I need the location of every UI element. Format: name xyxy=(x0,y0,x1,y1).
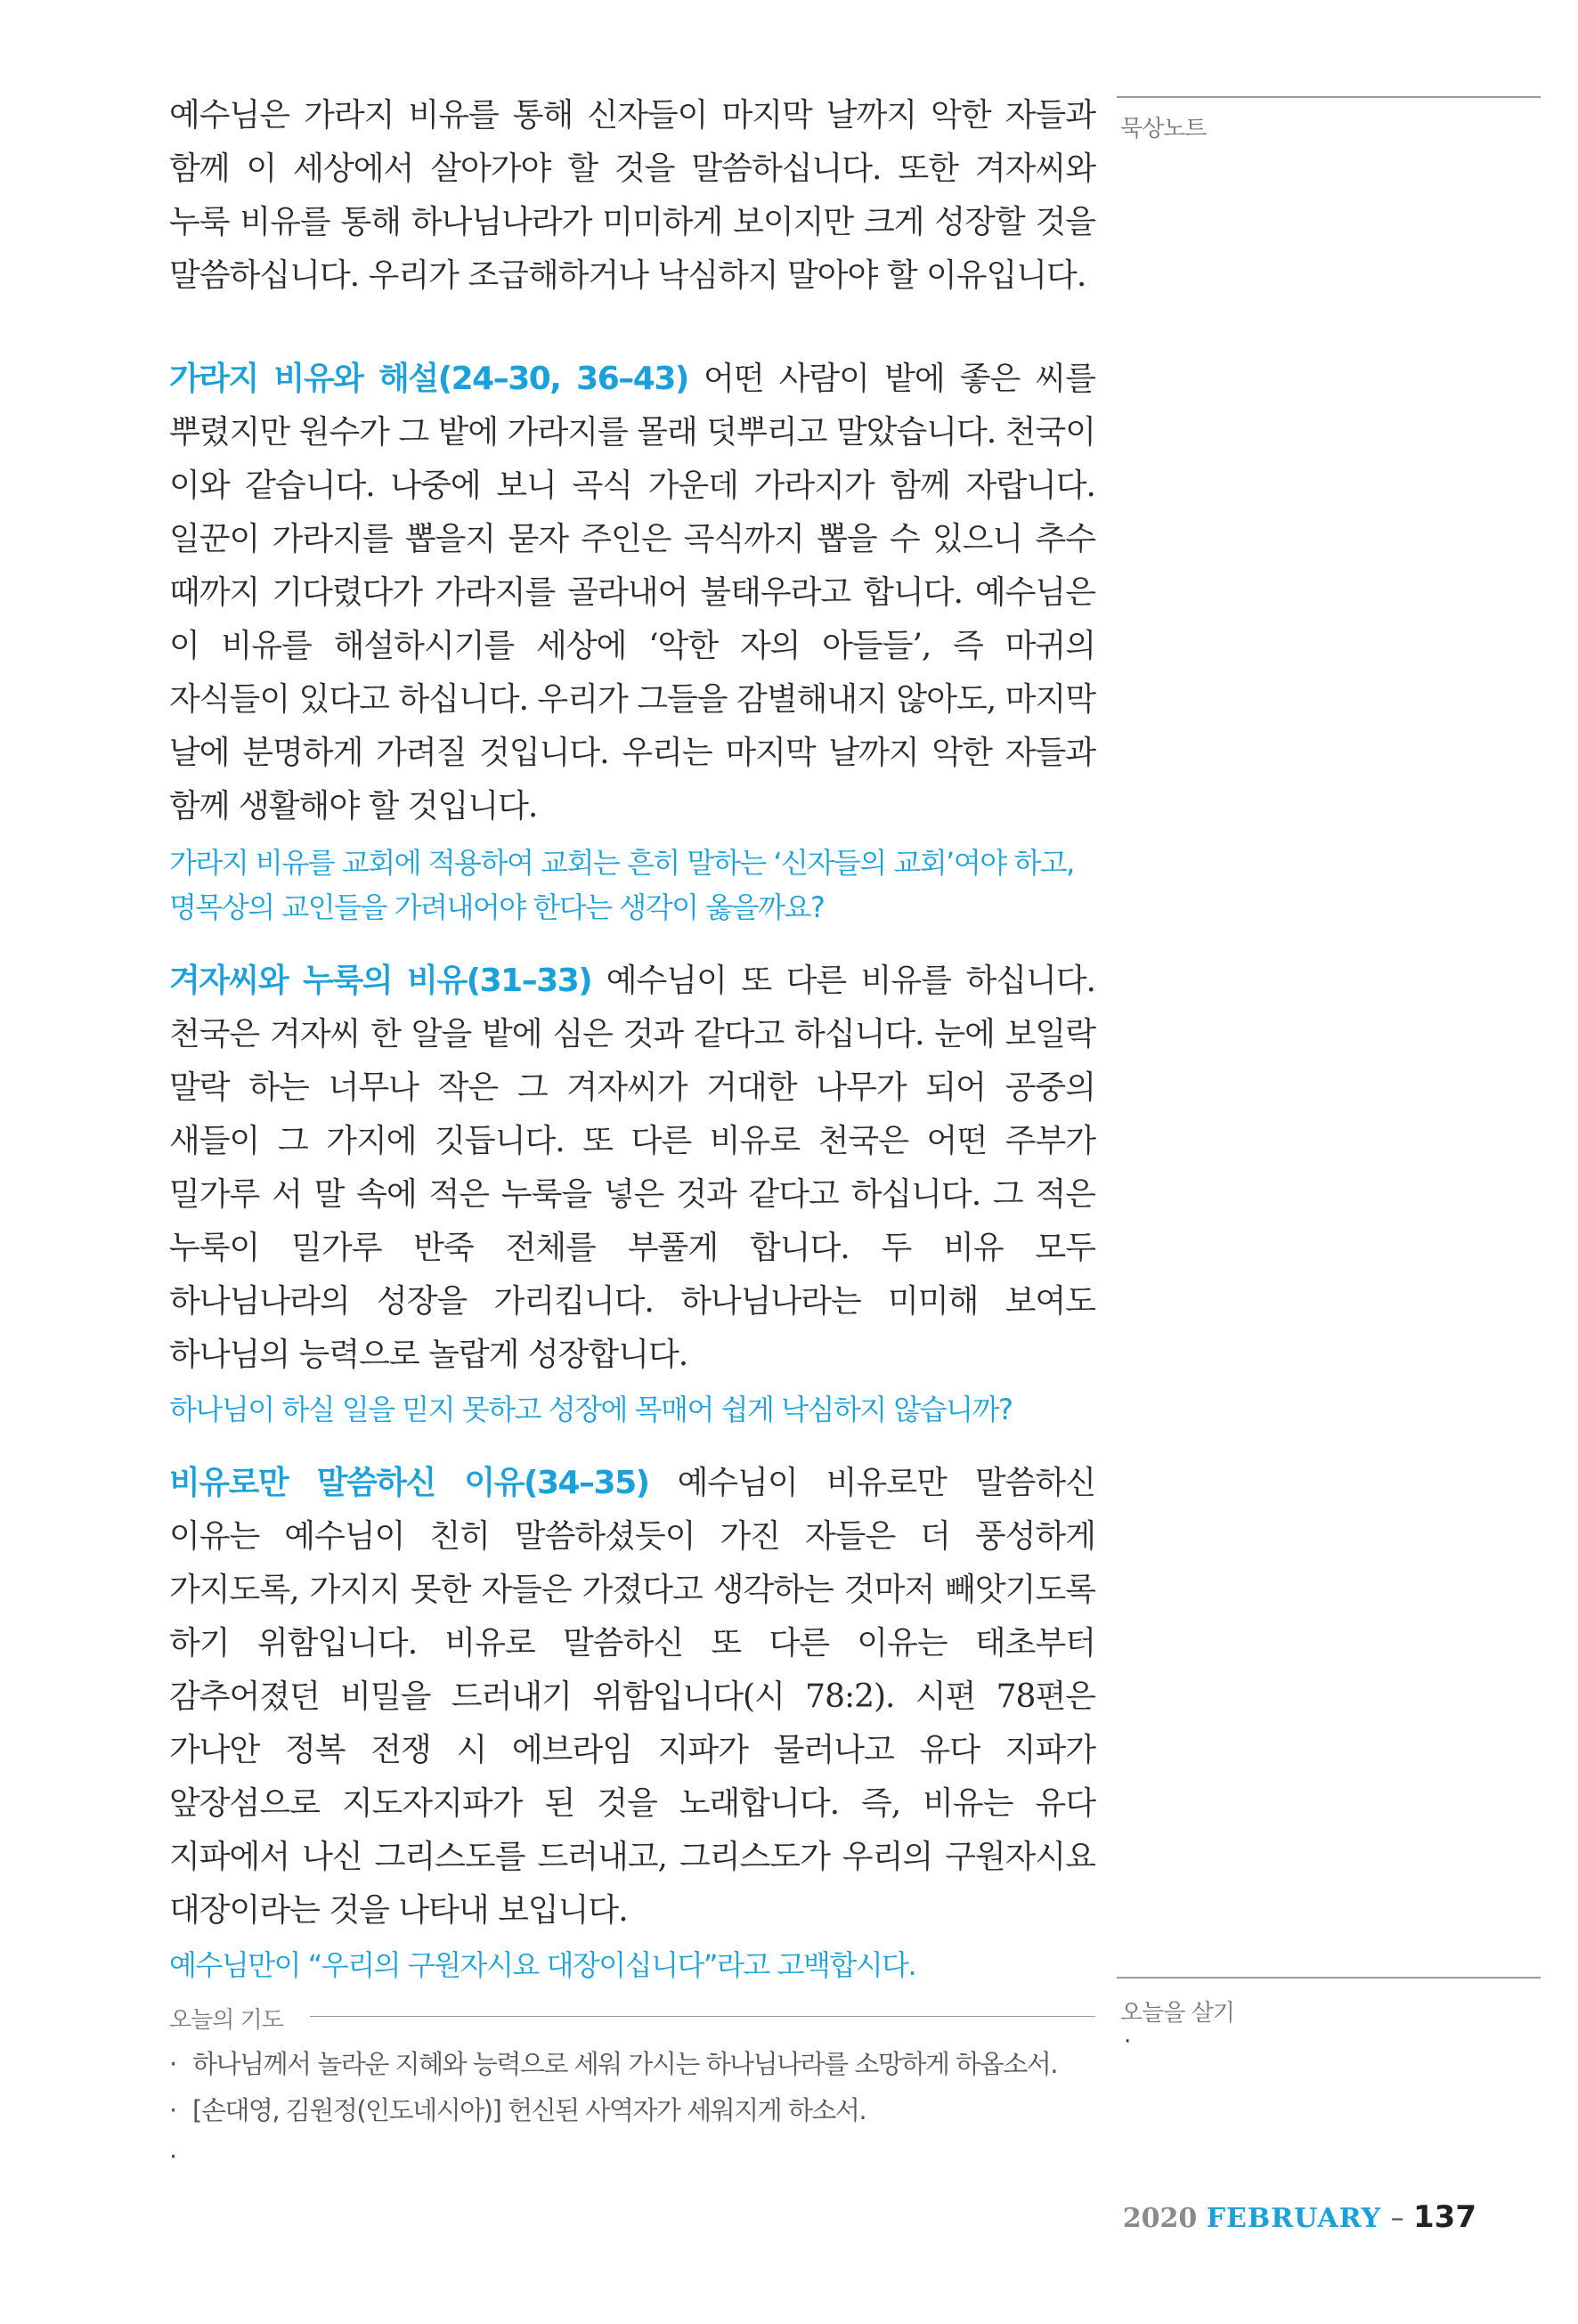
sidebar-bottom-rule xyxy=(1117,1977,1541,1979)
section-heading: 겨자씨와 누룩의 비유(31–33) xyxy=(169,963,592,999)
prayer-list xyxy=(169,2041,1104,2180)
page-folio xyxy=(1123,2199,1476,2235)
section-text: 예수님이 또 다른 비유를 하십니다. 천국은 겨자씨 한 알을 밭에 심은 것과 같다고 하십니다. 눈에 보일락 말락 하는 너무나 작은 그 겨자씨가 거대한 나무가 되어 공중의 새들이 그 가지에 깃듭니다. 또 다른 비유로 천국은 어떤 주부가 밀가루 서 말 속에 적은 누룩을 넣은 것과 같다고 하십니다. 그 적은 누룩이 밀가루 반죽 전체를 부풀게 합니다. 두 비유 모두 하나님나라의 성장을 가리킵니다. 하나님나라는 미미해 보여도 하나님의 능력으로 놀랍게 성장합니다. xyxy=(169,963,1095,1373)
section-paragraph xyxy=(169,955,1095,1382)
page-number: 137 xyxy=(1413,2199,1476,2235)
prayer-item: · [손대영, 김원정(인도네시아)] 헌신된 사역자가 세워지게 하소서. xyxy=(169,2087,1104,2133)
prayer-item xyxy=(169,2133,1104,2180)
article-body xyxy=(169,89,1095,1987)
section-why-parables xyxy=(169,1457,1095,1987)
folio-year: 2020 xyxy=(1122,2203,1198,2234)
reflection-question: 예수님만이 “우리의 구원자시요 대장이십니다”라고 고백합시다. xyxy=(169,1948,916,1982)
folio-month: FEBRUARY xyxy=(1206,2203,1382,2234)
section-text: 예수님이 비유로만 말씀하신 이유는 예수님이 친히 말씀하셨듯이 가진 자들은 더 풍성하게 가지도록, 가지지 못한 자들은 가졌다고 생각하는 것마저 빼앗기도록 하기 위함입니다. 비유로 말씀하신 또 다른 이유는 태초부터 감추어졌던 비밀을 드러내기 위함입니다(시 78:2). 시편 78편은 가나안 정복 전쟁 시 에브라임 지파가 물러나고 유다 지파가 앞장섬으로 지도자지파가 된 것을 노래합니다. 즉, 비유는 유다 지파에서 나신 그리스도를 드러내고, 그리스도가 우리의 구원자시요 대장이라는 것을 나타내 보입니다. xyxy=(169,1465,1095,1929)
section-tares xyxy=(169,353,1095,930)
section-paragraph xyxy=(169,353,1095,833)
today-living-label: 오늘을 살기 xyxy=(1120,2000,1234,2027)
section-heading: 비유로만 말씀하신 이유(34–35) xyxy=(169,1465,649,1501)
section-text: 어떤 사람이 밭에 좋은 씨를 뿌렸지만 원수가 그 밭에 가라지를 몰래 덧뿌리고 말았습니다. 천국이 이와 같습니다. 나중에 보니 곡식 가운데 가라지가 함께 자랍니다. 일꾼이 가라지를 뽑을지 묻자 주인은 곡식까지 뽑을 수 있으니 추수 때까지 기다렸다가 가라지를 골라내어 불태우라고 합니다. 예수님은 이 비유를 해설하시기를 세상에 ‘악한 자의 아들들’, 즉 마귀의 자식들이 있다고 하십니다. 우리가 그들을 감별해내지 않아도, 마지막 날에 분명하게 가려질 것입니다. 우리는 마지막 날까지 악한 자들과 함께 생활해야 할 것입니다. xyxy=(169,361,1095,825)
section-paragraph xyxy=(169,1457,1095,1938)
reflection-question: 하나님이 하실 일을 믿지 못하고 성장에 목매어 쉽게 낙심하지 않습니까? xyxy=(169,1393,1013,1426)
folio-dash: – xyxy=(1390,2203,1404,2234)
prayer-item: · 하나님께서 놀라운 지혜와 능력으로 세워 가시는 하나님나라를 소망하게 하옵소서. xyxy=(169,2041,1104,2087)
reflection-question: 가라지 비유를 교회에 적용하여 교회는 흔히 말하는 ‘신자들의 교회’여야 하고, 명목상의 교인들을 가려내어야 한다는 생각이 옳을까요? xyxy=(169,846,1074,924)
section-heading: 가라지 비유와 해설(24–30, 36–43) xyxy=(169,361,688,397)
sidebar-top-rule xyxy=(1117,96,1541,98)
prayer-title: 오늘의 기도 xyxy=(169,2007,283,2034)
prayer-rule xyxy=(310,2016,1095,2017)
today-living-bullet: · xyxy=(1124,2028,1131,2055)
intro-paragraph: 예수님은 가라지 비유를 통해 신자들이 마지막 날까지 악한 자들과 함께 이 세상에서 살아가야 할 것을 말씀하십니다. 또한 겨자씨와 누룩 비유를 통해 하나님나라가 미미하게 보이지만 크게 성장할 것을 말씀하십니다. 우리가 조급해하거나 낙심하지 말아야 할 이유입니다. xyxy=(169,97,1095,294)
section-mustard-yeast xyxy=(169,955,1095,1432)
meditation-note-label: 묵상노트 xyxy=(1120,116,1207,142)
